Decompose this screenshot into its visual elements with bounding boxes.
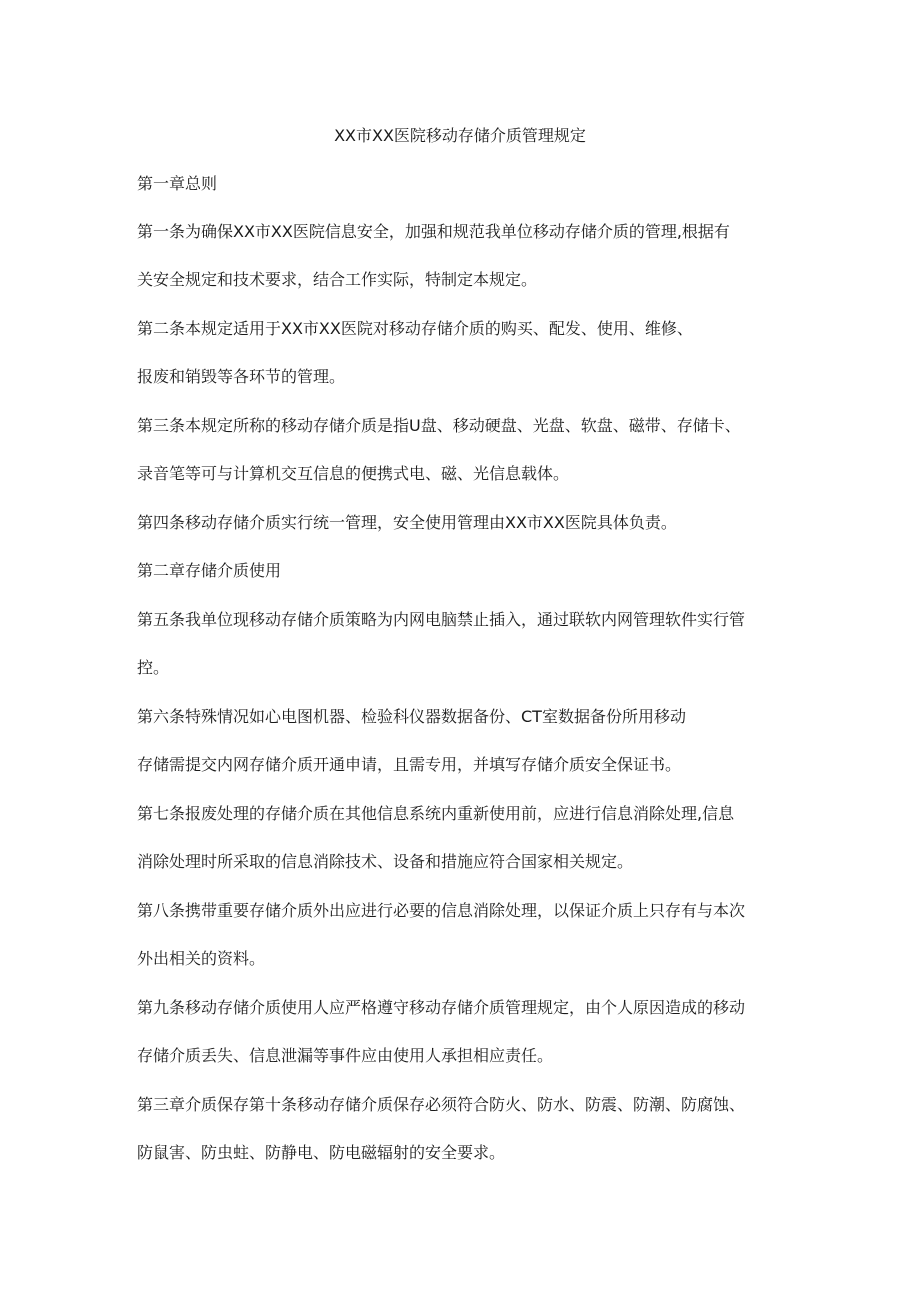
article-10-line-2: 防鼠害、防虫蛀、防静电、防电磁辐射的安全要求。 <box>137 1143 506 1162</box>
article-6-line-1: 第六条特殊情况如心电图机器、检验科仪器数据备份、CT室数据备份所用移动 <box>137 707 686 726</box>
article-8-line-2: 外出相关的资料。 <box>137 949 266 968</box>
article-5-line-1: 第五条我单位现移动存储介质策略为内网电脑禁止插入，通过联软内网管理软件实行管 <box>137 610 746 629</box>
article-4-line-1: 第四条移动存储介质实行统一管理，安全使用管理由XX市XX医院具体负责。 <box>137 513 677 532</box>
chapter-3-article-10-line-1: 第三章介质保存第十条移动存储介质保存必须符合防火、防水、防震、防潮、防腐蚀、 <box>137 1095 746 1114</box>
article-7-line-2: 消除处理时所采取的信息消除技术、设备和措施应符合国家相关规定。 <box>137 852 634 871</box>
document-title: XX市XX医院移动存储介质管理规定 <box>334 126 586 145</box>
article-6-line-2: 存储需提交内网存储介质开通申请，且需专用，并填写存储介质安全保证书。 <box>137 755 682 774</box>
article-9-line-1: 第九条移动存储介质使用人应严格遵守移动存储介质管理规定，由个人原因造成的移动 <box>137 998 746 1017</box>
article-3-line-2: 录音笔等可与计算机交互信息的便携式电、磁、光信息载体。 <box>137 464 570 483</box>
article-8-line-1: 第八条携带重要存储介质外出应进行必要的信息消除处理，以保证介质上只存有与本次 <box>137 901 746 920</box>
article-2-line-2: 报废和销毁等各环节的管理。 <box>137 367 346 386</box>
chapter-1-heading: 第一章总则 <box>137 174 218 193</box>
article-1-line-1: 第一条为确保XX市XX医院信息安全，加强和规范我单位移动存储介质的管理,根据有 <box>137 222 730 241</box>
article-3-line-1: 第三条本规定所称的移动存储介质是指U盘、移动硬盘、光盘、软盘、磁带、存储卡、 <box>137 416 741 435</box>
article-9-line-2: 存储介质丢失、信息泄漏等事件应由使用人承担相应责任。 <box>137 1046 554 1065</box>
article-2-line-1: 第二条本规定适用于XX市XX医院对移动存储介质的购买、配发、使用、维修、 <box>137 319 693 338</box>
article-7-line-1: 第七条报废处理的存储介质在其他信息系统内重新使用前，应进行信息消除处理,信息 <box>137 804 735 823</box>
article-5-line-2: 控。 <box>137 658 170 677</box>
article-1-line-2: 关安全规定和技术要求，结合工作实际，特制定本规定。 <box>137 270 538 289</box>
chapter-2-heading: 第二章存储介质使用 <box>137 561 282 580</box>
